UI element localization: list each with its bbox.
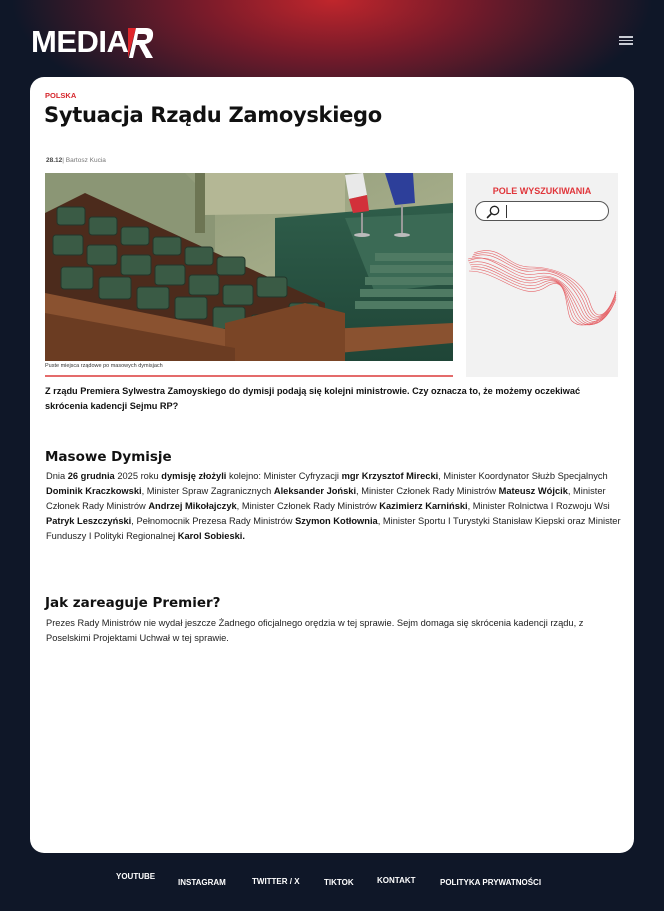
highlighted-text: dymisję złożyli: [161, 471, 227, 481]
paragraph-text: , Minister Spraw Zagranicznych: [141, 486, 274, 496]
highlighted-text: 26 grudnia: [67, 471, 115, 481]
paragraph-text: 2025 roku: [114, 471, 162, 481]
article-category[interactable]: POLSKA: [45, 91, 77, 100]
paragraph-text: , Minister Członek Rady Ministrów: [236, 501, 380, 511]
section-paragraph-premier: Prezes Rady Ministrów nie wydał jeszcze Żadnego oficjalnego orędzia w tej sprawie. Sejm domaga się skrócenia kadencji rządu, z Poselskimi Projektami Uchwał w tej sprawie.: [46, 618, 584, 643]
article-card: [30, 77, 634, 853]
site-header: [0, 0, 664, 78]
highlighted-text: Patryk Leszczyński: [46, 516, 132, 526]
footer-link-privacy[interactable]: POLITYKA PRYWATNOŚCI: [440, 878, 542, 887]
footer-link-tiktok[interactable]: TIKTOK: [324, 878, 354, 887]
highlighted-text: mgr Krzysztof Mirecki: [341, 471, 439, 481]
paragraph-text: Dnia: [46, 471, 68, 481]
highlighted-text: Dominik Kraczkowski: [46, 486, 142, 496]
footer-link-youtube[interactable]: YOUTUBE: [116, 872, 156, 881]
section-heading-premier: Jak zareaguje Premier?: [45, 595, 221, 611]
paragraph-text: , Pełnomocnik Prezesa Rady Ministrów: [131, 516, 296, 526]
article-image: [45, 173, 453, 361]
paragraph-text: , Minister Koordynator Służb Specjalnych: [438, 471, 608, 481]
paragraph-text: , Minister Rolnictwa I Rozwoju Wsi: [467, 501, 610, 511]
paragraph-text: , Minister Członek Rady Ministrów: [356, 486, 499, 496]
logo-mark-icon: [126, 24, 156, 60]
highlighted-text: Mateusz Wójcik: [498, 486, 568, 496]
search-title: POLE WYSZUKIWANIA: [492, 186, 592, 196]
article-lead: Z rządu Premiera Sylwestra Zamoyskiego do dymisji podają się kolejni ministrowie. Czy oznacza to, że możemy oczekiwać skrócenia kadencji Sejmu RP?: [45, 386, 581, 411]
section-paragraph-dymisje: [46, 469, 628, 544]
search-panel: [466, 173, 618, 377]
footer-link-kontakt[interactable]: KONTAKT: [377, 876, 416, 885]
highlighted-text: Andrzej Mikołajczyk: [148, 501, 237, 511]
site-footer: [0, 872, 664, 896]
paragraph-text: kolejno: Minister Cyfryzacji: [226, 471, 342, 481]
decorative-wave: [466, 249, 618, 329]
article-date: 28.12: [46, 157, 63, 164]
article-title: Sytuacja Rządu Zamoyskiego: [44, 103, 382, 127]
logo-text: MEDIA: [31, 24, 129, 59]
highlighted-text: Karol Sobieski.: [177, 531, 245, 541]
meta-separator: |: [62, 157, 64, 164]
article-author[interactable]: Bartosz Kucia: [65, 157, 106, 164]
highlighted-text: Kazimierz Karniński: [379, 501, 468, 511]
search-input[interactable]: [475, 201, 609, 221]
paragraph-text: , Minister Sportu I Turystyki Stanisław Kiepski oraz Minister Funduszy I Polityki Regionalnej: [46, 516, 621, 541]
image-caption: Puste miejsca rządowe po masowych dymisjach: [45, 363, 163, 369]
text-caret: [506, 205, 507, 218]
paragraph-text: , Minister Członek Rady Ministrów: [46, 486, 606, 511]
hamburger-icon[interactable]: [619, 36, 633, 46]
footer-link-twitter[interactable]: TWITTER / X: [252, 877, 300, 886]
highlighted-text: Aleksander Joński: [273, 486, 357, 496]
search-icon[interactable]: [486, 205, 500, 219]
site-logo[interactable]: [31, 22, 156, 62]
article-meta: [46, 157, 106, 164]
footer-link-instagram[interactable]: INSTAGRAM: [178, 878, 226, 887]
highlighted-text: Szymon Kotłownia: [295, 516, 378, 526]
section-heading-dymisje: Masowe Dymisje: [45, 449, 172, 465]
caption-divider: [45, 375, 453, 377]
